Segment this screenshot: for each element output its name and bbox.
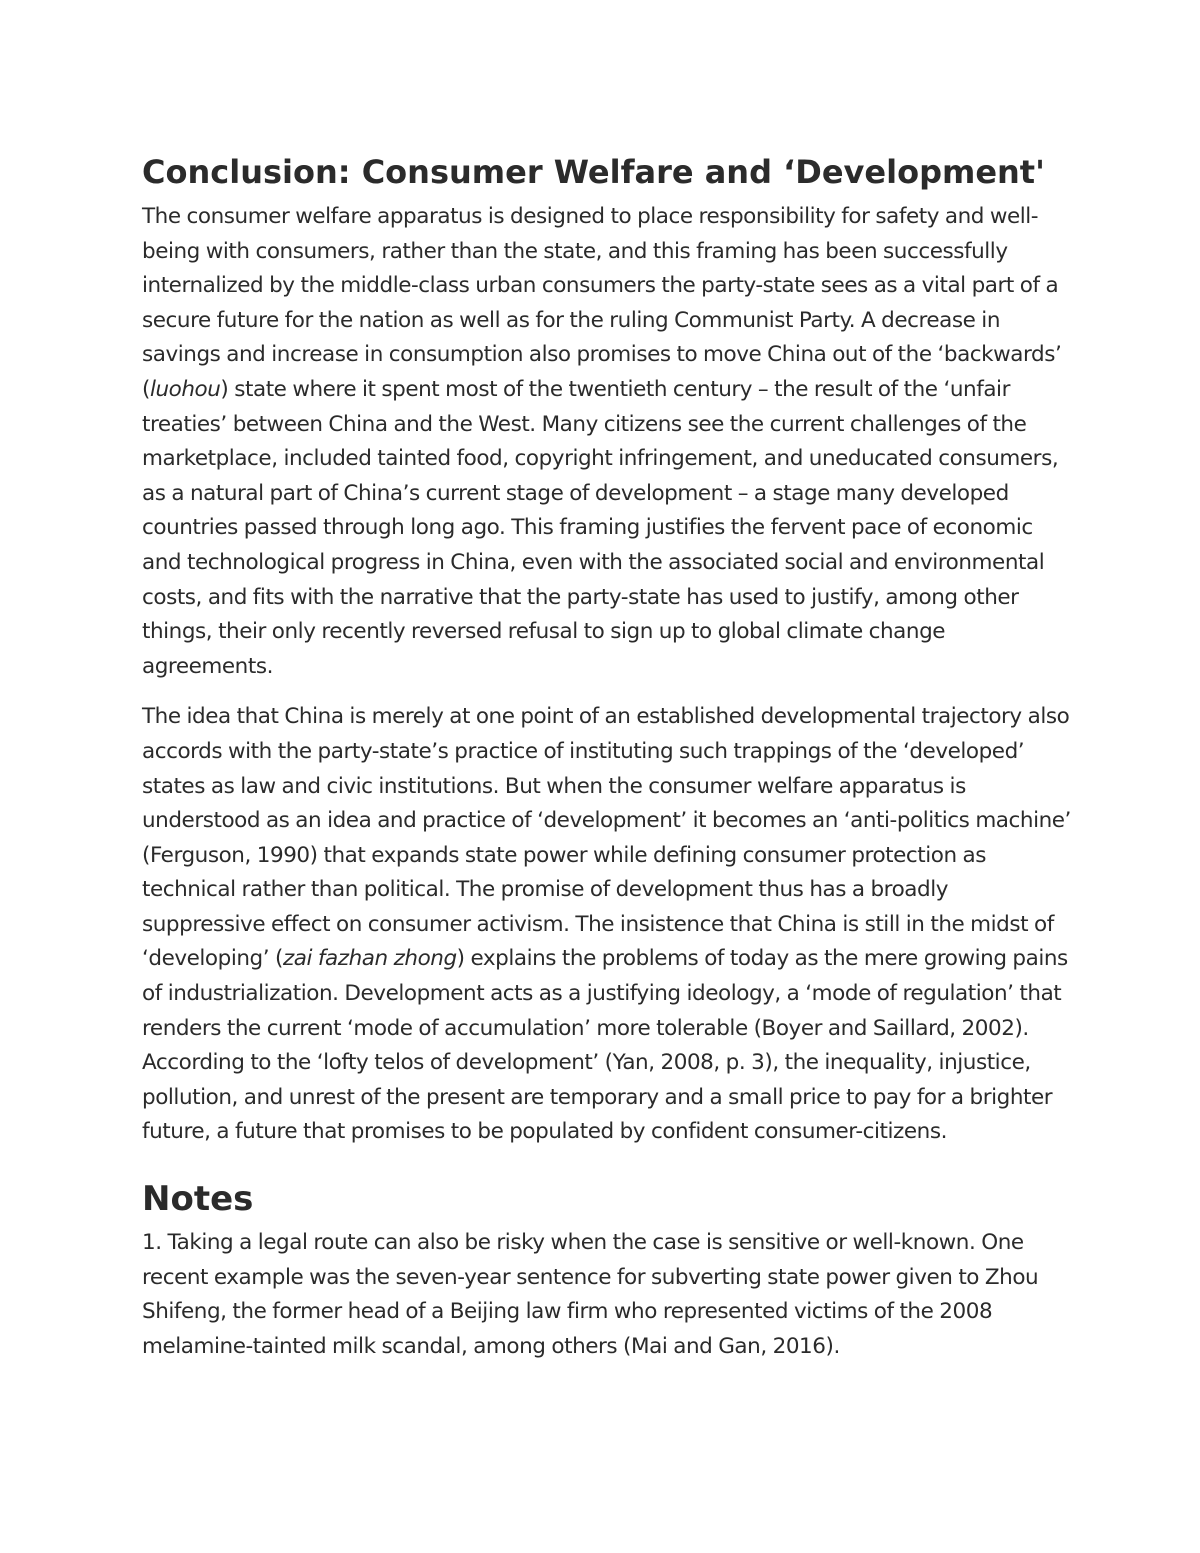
paragraph-1 bbox=[142, 200, 1072, 684]
section-title: Conclusion: Consumer Welfare and ‘Development' bbox=[142, 153, 1045, 191]
paragraph-2-text-end: ) explains the problems of today as the mere growing pains of industrialization. Development acts as a justifying ideology, a ‘mode of regulation’ that renders the current ‘mode of accumulation’ more tolerable (Boyer and Saillard, 2002). According to the ‘lofty telos of development’ (Yan, 2008, p. 3), the inequality, injustice, pollution, and unrest of the present are temporary and a small price to pay for a brighter future, a future that promises to be populated by confident consumer-citizens. bbox=[142, 946, 1068, 1145]
paragraph-2-text: The idea that China is merely at one point of an established developmental trajectory also accords with the party-state’s practice of instituting such trappings of the ‘developed’ states as law and civic institutions. But when the consumer welfare apparatus is understood as an idea and practice of ‘development’ it becomes an ‘anti-politics machine’ (Ferguson, 1990) that expands state power while defining consumer protection as technical rather than political. The promise of development thus has a broadly suppressive effect on consumer activism. The insistence that China is still in the midst of ‘developing’ ( bbox=[142, 704, 1071, 972]
notes-title: Notes bbox=[142, 1179, 254, 1220]
paragraph-1-text-end: ) state where it spent most of the twentieth century – the result of the ‘unfair treaties’ between China and the West. Many citizens see the current challenges of the marketplace, included tainted food, copyright infringement, and uneducated consumers, as a natural part of China’s current stage of development – a stage many developed countries passed through long ago. This framing justifies the fervent pace of economic and technological progress in China, even with the associated social and environmental costs, and fits with the narrative that the party-state has used to justify, among other things, their only recently reversed refusal to sign up to global climate change agreements. bbox=[142, 376, 1059, 679]
paragraph-1-text: The consumer welfare apparatus is designed to place responsibility for safety and well-being with consumers, rather than the state, and this framing has been successfully internalized by the middle-class urban consumers the party-state sees as a vital part of a secure future for the nation as well as for the ruling Communist Party. A decrease in savings and increase in consumption also promises to move China out of the ‘backwards’ ( bbox=[142, 204, 1062, 402]
paragraph-1-italic-term: luohou bbox=[149, 376, 221, 402]
paragraph-2 bbox=[142, 700, 1072, 1150]
paragraph-2-italic-term: zai fazhan zhong bbox=[282, 946, 457, 972]
document-page bbox=[142, 150, 1072, 1380]
note-1: 1. Taking a legal route can also be risky when the case is sensitive or well-known. One recent example was the seven-year sentence for subverting state power given to Zhou Shifeng, the former head of a Beijing law firm who represented victims of the 2008 melamine-tainted milk scandal, among others (Mai and Gan, 2016). bbox=[142, 1230, 1039, 1359]
